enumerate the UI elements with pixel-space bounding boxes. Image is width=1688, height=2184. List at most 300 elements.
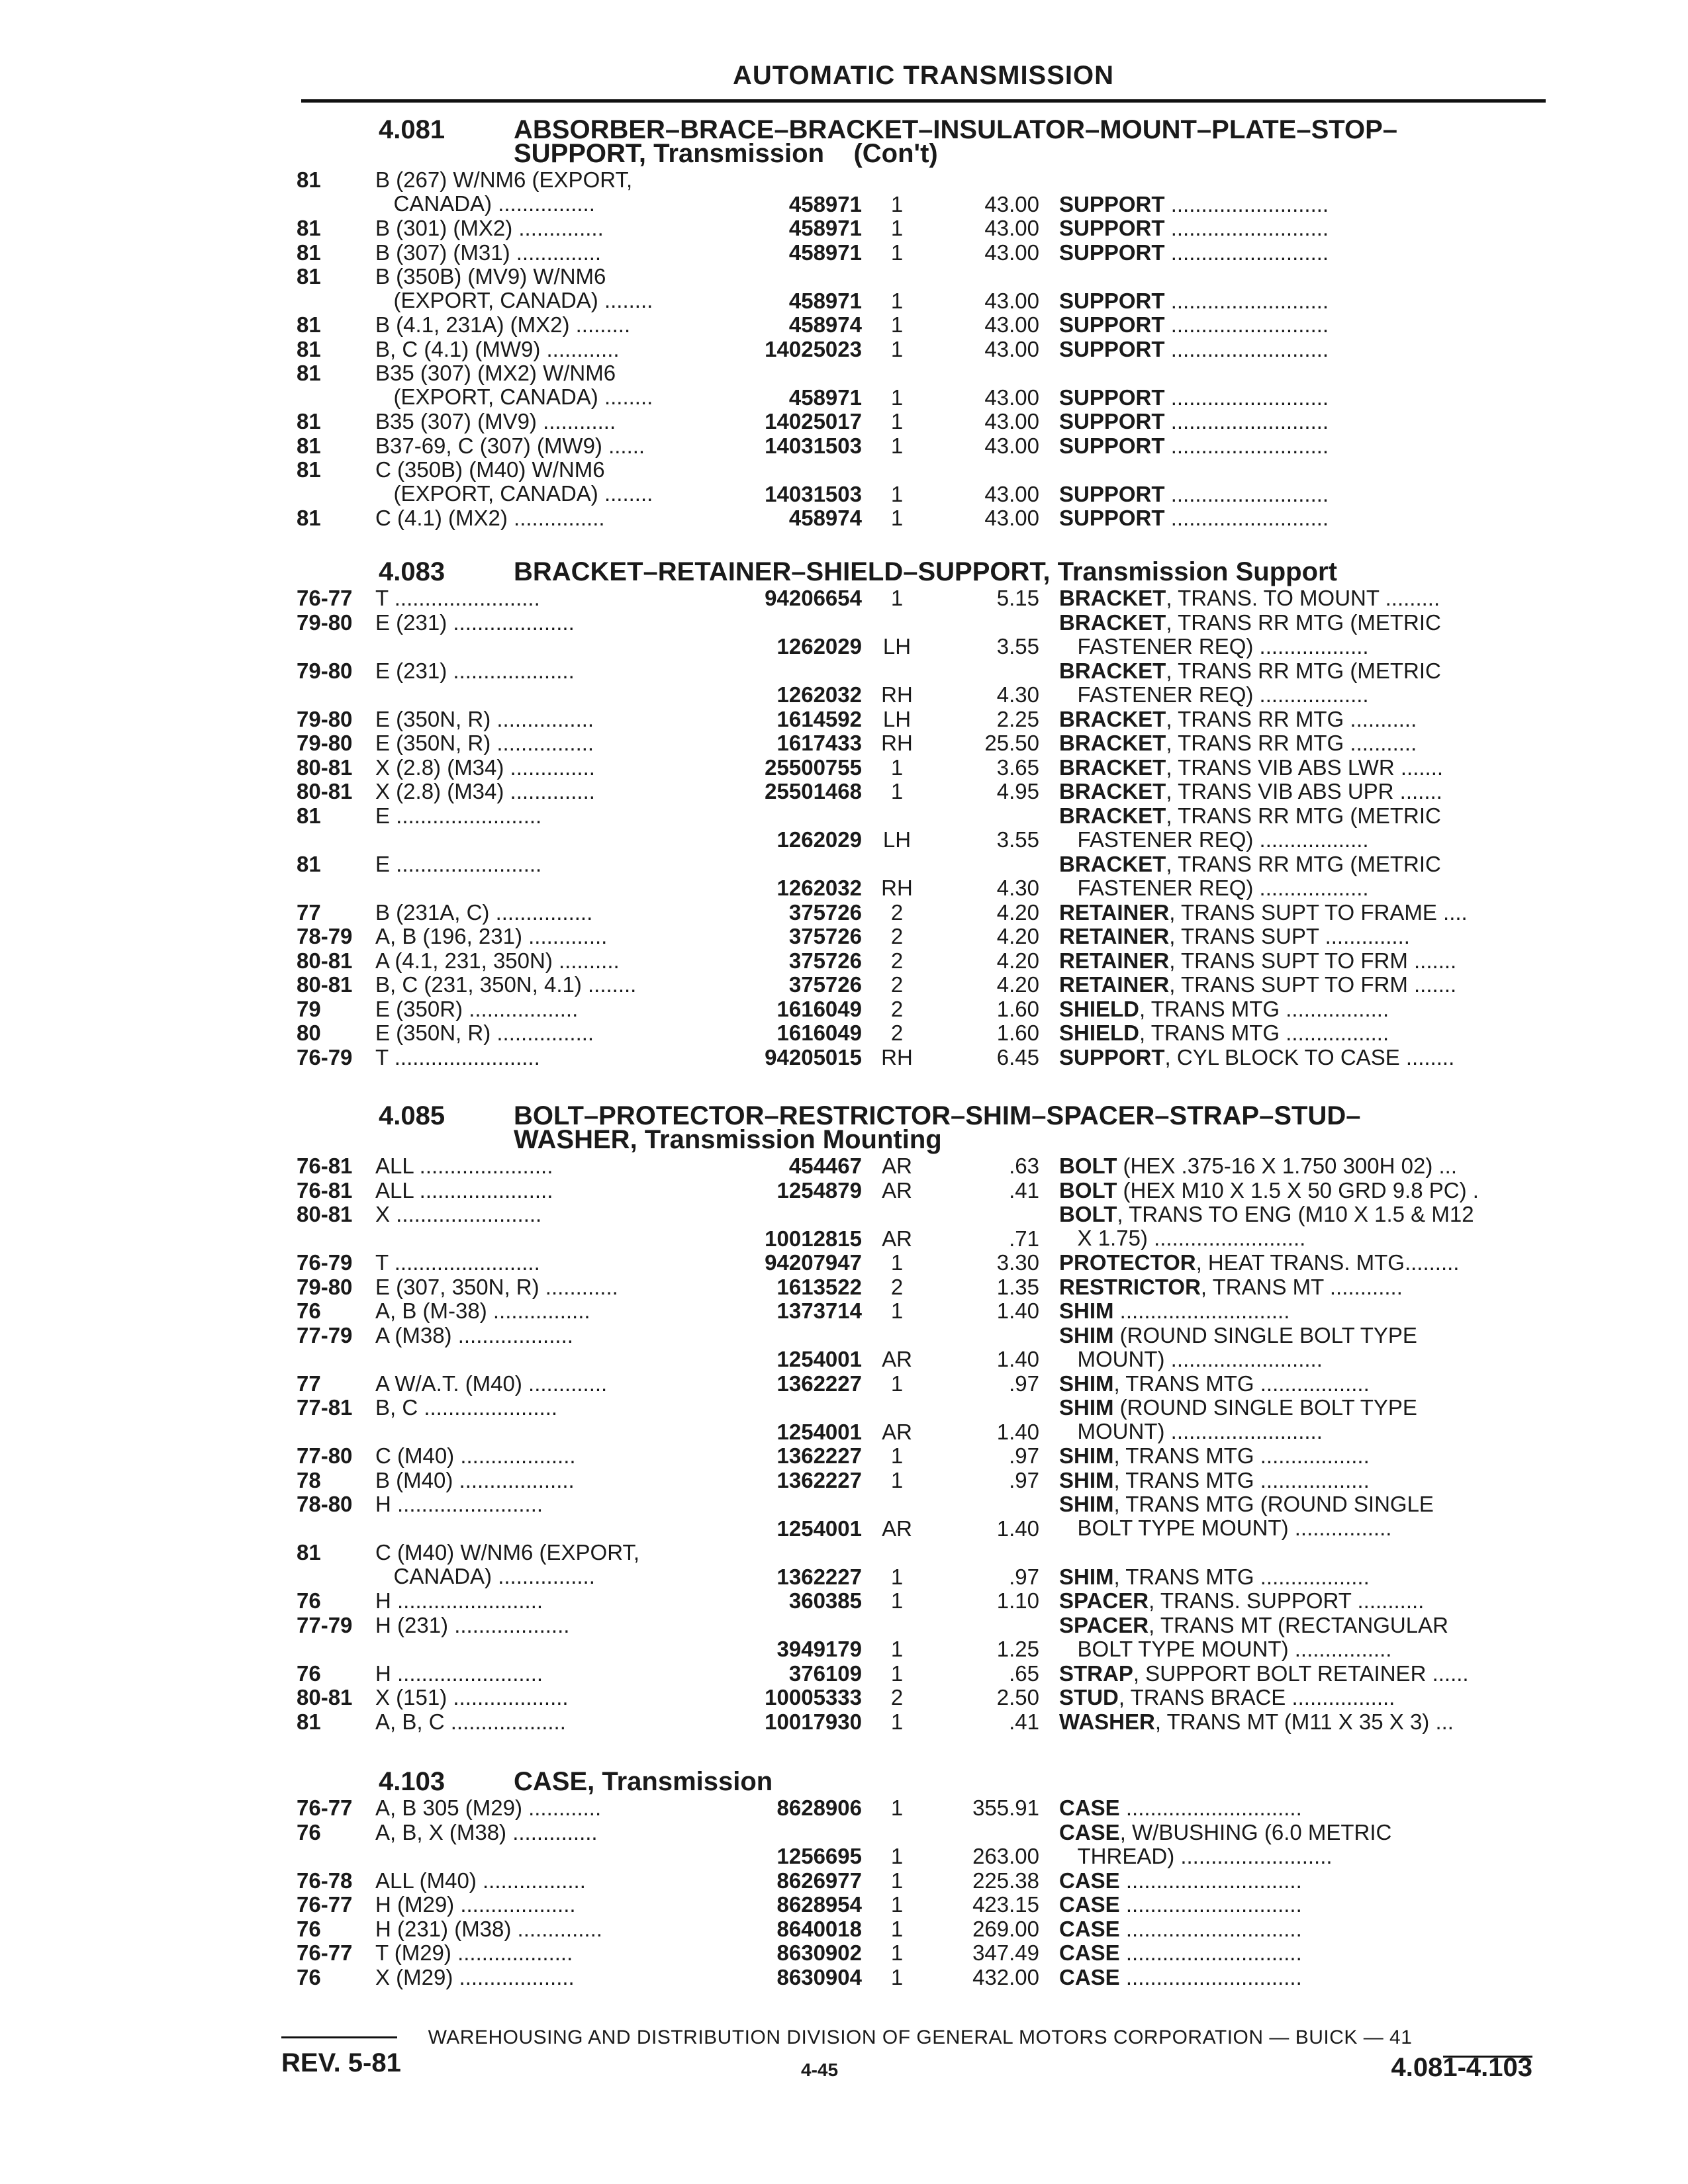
parts-row [0,1893,1688,1917]
quantity: AR [882,1347,912,1371]
quantity: AR [882,1154,912,1178]
part-description: RETAINER, TRANS SUPT TO FRM ....... [1059,972,1457,997]
application: C (4.1) (MX2) ............... [375,506,605,530]
part-number: 8628954 [776,1892,862,1917]
part-description: STUD, TRANS BRACE ................. [1059,1685,1395,1709]
parts-row [0,659,1688,707]
quantity: 1 [890,779,904,803]
part-description: BRACKET, TRANS. TO MOUNT ......... [1059,586,1440,610]
parts-row [0,338,1688,362]
price: 4.95 [996,779,1039,803]
quantity: 1 [890,1868,904,1893]
part-number: 1362227 [776,1371,862,1396]
part-description: SUPPORT .......................... [1059,409,1329,433]
model-years: 81 [297,361,321,385]
application: B (301) (MX2) .............. [375,216,604,240]
model-years: 79-80 [297,610,353,635]
price: 5.15 [996,586,1039,610]
parts-row [0,1821,1688,1869]
application: X (2.8) (M34) .............. [375,754,595,780]
price: 2.25 [996,706,1039,731]
application: A, B, C ................... [375,1709,566,1734]
price: 4.30 [996,876,1039,900]
part-number: 375726 [788,948,862,973]
quantity: 2 [890,899,904,925]
application: ALL (M40) ................. [375,1868,586,1893]
application: X (151) ................... [375,1685,569,1709]
part-description: RETAINER, TRANS SUPT TO FRM ....... [1059,948,1457,973]
price: 263.00 [972,1844,1039,1868]
part-number: 94207947 [765,1250,862,1275]
model-years: 81 [297,1540,321,1565]
application: ALL ...................... [375,1154,553,1178]
parts-row [0,973,1688,997]
part-description: CASE ............................. [1059,1868,1302,1893]
part-description: BRACKET, TRANS RR MTG (METRIC FASTENER REQ) .................. [1059,803,1441,852]
price: 3.30 [996,1250,1039,1275]
part-number: 458974 [788,506,862,530]
model-years: 79-80 [297,658,353,683]
model-years: 79-80 [297,731,353,755]
section-number: 4.103 [379,1767,445,1796]
application: E (307, 350N, R) ............ [375,1274,618,1299]
part-number: 1256695 [776,1844,862,1868]
part-number: 1616049 [776,1021,862,1045]
part-number: 8640018 [776,1916,862,1941]
application: X (2.8) (M34) .............. [375,779,595,803]
quantity: 1 [890,191,904,216]
parts-row [0,707,1688,732]
price: .65 [1009,1661,1039,1686]
part-description: SUPPORT .......................... [1059,191,1329,216]
model-years: 81 [297,216,321,240]
section-title: BOLT–PROTECTOR–RESTRICTOR–SHIM–SPACER–STRAP–STUD– WASHER, Transmission Mounting [514,1101,1361,1154]
parts-row [0,611,1688,659]
part-description: CASE ............................. [1059,1796,1302,1820]
model-years: 80-81 [297,1202,353,1226]
parts-row [0,1796,1688,1821]
application: B (4.1, 231A) (MX2) ......... [375,312,631,337]
model-years: 78-79 [297,924,353,948]
part-number: 375726 [788,924,862,948]
quantity: 1 [890,1250,904,1275]
application: B37-69, C (307) (MW9) ...... [375,433,645,458]
section-title: ABSORBER–BRACE–BRACKET–INSULATOR–MOUNT–PLATE–STOP– SUPPORT, Transmission (Con't) [514,115,1397,168]
price: .63 [1009,1154,1039,1178]
quantity: 1 [890,240,904,265]
parts-row [0,216,1688,241]
model-years: 81 [297,336,321,361]
part-number: 1373714 [776,1298,862,1323]
parts-row [0,1444,1688,1469]
price: 1.25 [996,1637,1039,1661]
parts-section [0,1101,1688,1734]
parts-row [0,410,1688,434]
model-years: 80 [297,1021,321,1045]
model-years: 81 [297,457,321,482]
parts-row [0,458,1688,506]
quantity: AR [882,1226,912,1251]
quantity: 1 [890,1964,904,1989]
parts-row [0,901,1688,925]
model-years: 81 [297,433,321,458]
application: C (350B) (M40) W/NM6 (EXPORT, CANADA) ........ [375,457,653,506]
part-description: SHIM, TRANS MTG .................. [1059,1564,1370,1589]
application: X (M29) ................... [375,1964,575,1989]
parts-row [0,925,1688,949]
part-description: WASHER, TRANS MT (M11 X 35 X 3) ... [1059,1709,1454,1734]
quantity: 2 [890,972,904,997]
application: X ........................ [375,1202,542,1226]
part-number: 1362227 [776,1467,862,1492]
parts-row [0,1179,1688,1203]
quantity: 1 [890,1844,904,1868]
parts-row [0,949,1688,974]
parts-row [0,804,1688,852]
parts-row [0,1251,1688,1275]
price: .97 [1009,1467,1039,1492]
price: 225.38 [972,1868,1039,1893]
price: 43.00 [984,336,1039,361]
part-number: 10017930 [765,1709,862,1734]
parts-row [0,168,1688,216]
model-years: 81 [297,240,321,265]
application: H ........................ [375,1588,543,1613]
price: 4.20 [996,899,1039,925]
application: B (350B) (MV9) W/NM6 (EXPORT, CANADA) ........ [375,264,653,312]
quantity: 1 [890,1892,904,1917]
quantity: AR [882,1516,912,1541]
price: 43.00 [984,216,1039,240]
application: A (4.1, 231, 350N) .......... [375,948,620,973]
application: A, B, X (M38) .............. [375,1819,598,1844]
model-years: 81 [297,312,321,337]
model-years: 76 [297,1661,321,1686]
model-years: 79-80 [297,1274,353,1299]
quantity: AR [882,1419,912,1444]
part-number: 1362227 [776,1443,862,1468]
part-description: RESTRICTOR, TRANS MT ............ [1059,1274,1403,1299]
price: 1.40 [996,1298,1039,1323]
model-years: 80-81 [297,754,353,780]
footer-rule-left [281,2036,397,2038]
parts-row [0,506,1688,531]
part-number: 458971 [788,191,862,216]
quantity: AR [882,1177,912,1203]
part-number: 14031503 [765,481,862,506]
quantity: 1 [890,1637,904,1661]
application: B, C (231, 350N, 4.1) ........ [375,972,637,997]
quantity: LH [882,827,912,852]
application: B (267) W/NM6 (EXPORT, CANADA) ................ [375,167,633,216]
section-heading [0,115,1688,168]
part-number: 8630902 [776,1940,862,1965]
quantity: 1 [890,1443,904,1468]
price: 43.00 [984,433,1039,458]
model-years: 80-81 [297,1685,353,1709]
quantity: LH [882,634,912,659]
parts-section [0,557,1688,1069]
section-heading [0,1767,1688,1796]
parts-row [0,241,1688,265]
part-number: 360385 [788,1588,862,1613]
part-number: 458971 [788,288,862,313]
part-description: RETAINER, TRANS SUPT TO FRAME .... [1059,899,1468,925]
model-years: 77-81 [297,1395,353,1420]
model-years: 81 [297,803,321,828]
application: T ........................ [375,1044,540,1069]
part-description: SHIM, TRANS MTG .................. [1059,1371,1370,1396]
footer-revision: REV. 5-81 [281,2048,401,2077]
part-description: SUPPORT, CYL BLOCK TO CASE ........ [1059,1044,1455,1069]
model-years: 76-79 [297,1250,353,1275]
model-years: 81 [297,506,321,530]
price: 1.40 [996,1419,1039,1444]
price: 43.00 [984,312,1039,337]
quantity: 2 [890,996,904,1021]
application: E (231) .................... [375,610,575,635]
price: 269.00 [972,1916,1039,1941]
part-number: 458971 [788,385,862,410]
parts-row [0,1372,1688,1396]
quantity: 1 [890,481,904,506]
price: 3.55 [996,634,1039,659]
part-number: 1262032 [776,682,862,707]
model-years: 81 [297,851,321,876]
part-number: 458971 [788,216,862,240]
quantity: 2 [890,1685,904,1709]
part-description: SHIM (ROUND SINGLE BOLT TYPE MOUNT) ......................... [1059,1322,1417,1371]
price: 3.65 [996,754,1039,780]
price: 4.20 [996,972,1039,997]
parts-row [0,1686,1688,1710]
part-description: SPACER, TRANS MT (RECTANGULAR BOLT TYPE MOUNT) ................ [1059,1612,1448,1661]
application: B35 (307) (MX2) W/NM6 (EXPORT, CANADA) ........ [375,361,653,409]
part-description: SUPPORT .......................... [1059,312,1329,337]
parts-row [0,1492,1688,1541]
application: B35 (307) (MV9) ............ [375,409,616,433]
header-rule [301,99,1546,103]
parts-row [0,1396,1688,1444]
price: 3.55 [996,827,1039,852]
footer-section-range: 4.081-4.103 [1391,2053,1532,2082]
price: 43.00 [984,385,1039,410]
application: E ........................ [375,851,542,876]
part-number: 375726 [788,899,862,925]
quantity: 1 [890,1467,904,1492]
price: 1.40 [996,1347,1039,1371]
model-years: 79 [297,996,321,1021]
application: E (350N, R) ................ [375,731,594,755]
quantity: 1 [890,1371,904,1396]
parts-row [0,434,1688,459]
parts-row [0,1154,1688,1179]
application: C (M40) ................... [375,1443,576,1468]
part-number: 25500755 [765,754,862,780]
part-description: SHIM, TRANS MTG .................. [1059,1443,1370,1468]
model-years: 77-79 [297,1322,353,1347]
parts-row [0,1469,1688,1493]
price: .97 [1009,1564,1039,1589]
parts-row [0,1614,1688,1662]
price: .97 [1009,1443,1039,1468]
parts-row [0,1299,1688,1324]
model-years: 76-81 [297,1154,353,1178]
part-description: SUPPORT .......................... [1059,433,1329,458]
section-heading [0,1101,1688,1154]
quantity: 2 [890,948,904,973]
model-years: 78 [297,1467,321,1492]
part-number: 1613522 [776,1274,862,1299]
quantity: 1 [890,1916,904,1941]
model-years: 80-81 [297,779,353,803]
parts-row [0,1324,1688,1372]
model-years: 81 [297,264,321,289]
parts-row [0,1869,1688,1893]
part-number: 1262032 [776,876,862,900]
quantity: 1 [890,1661,904,1686]
price: 1.60 [996,996,1039,1021]
part-number: 458971 [788,240,862,265]
part-number: 1262029 [776,634,862,659]
part-description: CASE ............................. [1059,1940,1302,1965]
parts-row [0,313,1688,338]
model-years: 78-80 [297,1492,353,1516]
quantity: 1 [890,216,904,240]
section-title: CASE, Transmission [514,1767,773,1796]
quantity: RH [881,1044,913,1069]
price: 4.20 [996,924,1039,948]
model-years: 76-81 [297,1177,353,1203]
model-years: 76-77 [297,1796,353,1820]
footer-page-number: 4-45 [801,2060,839,2080]
section-number: 4.085 [379,1101,445,1130]
part-description: SUPPORT .......................... [1059,385,1329,410]
part-description: SHIM, TRANS MTG .................. [1059,1467,1370,1492]
part-number: 94206654 [765,586,862,610]
part-description: SHIM (ROUND SINGLE BOLT TYPE MOUNT) ......................... [1059,1395,1417,1443]
model-years: 76-77 [297,586,353,610]
model-years: 76 [297,1819,321,1844]
part-description: BRACKET, TRANS VIB ABS LWR ....... [1059,754,1444,780]
model-years: 81 [297,167,321,192]
parts-row [0,361,1688,410]
section-title: BRACKET–RETAINER–SHIELD–SUPPORT, Transmission Support [514,557,1337,586]
price: 25.50 [984,731,1039,755]
quantity: 1 [890,433,904,458]
model-years: 76 [297,1964,321,1989]
parts-row [0,852,1688,901]
application: A, B (196, 231) ............. [375,924,608,948]
model-years: 77 [297,1371,321,1396]
application: T ........................ [375,586,540,610]
quantity: 2 [890,924,904,948]
application: C (M40) W/NM6 (EXPORT, CANADA) ................ [375,1540,640,1588]
price: 43.00 [984,240,1039,265]
application: E (350N, R) ................ [375,1021,594,1045]
part-number: 1254001 [776,1347,862,1371]
application: A W/A.T. (M40) ............. [375,1371,608,1396]
application: B (231A, C) ................ [375,899,593,925]
model-years: 76 [297,1588,321,1613]
model-years: 76 [297,1298,321,1323]
part-description: BOLT (HEX .375-16 X 1.750 300H 02) ... [1059,1154,1458,1178]
part-number: 8626977 [776,1868,862,1893]
application: A, B 305 (M29) ............ [375,1796,602,1820]
part-description: SUPPORT .......................... [1059,481,1329,506]
application: ALL ...................... [375,1177,553,1203]
parts-row [0,1541,1688,1589]
price: 43.00 [984,481,1039,506]
parts-row [0,731,1688,756]
part-number: 3949179 [776,1637,862,1661]
parts-section [0,115,1688,531]
quantity: 1 [890,586,904,610]
parts-row [0,586,1688,611]
application: H (231) ................... [375,1612,570,1637]
part-number: 1254001 [776,1516,862,1541]
parts-row [0,1589,1688,1614]
part-number: 376109 [788,1661,862,1686]
application: T (M29) ................... [375,1940,573,1965]
application: E (231) .................... [375,658,575,683]
parts-row [0,1966,1688,1990]
part-number: 10005333 [765,1685,862,1709]
part-description: BRACKET, TRANS RR MTG (METRIC FASTENER REQ) .................. [1059,658,1441,707]
part-number: 1617433 [776,731,862,755]
part-description: SUPPORT .......................... [1059,240,1329,265]
part-number: 375726 [788,972,862,997]
model-years: 76-77 [297,1892,353,1917]
part-description: SHIELD, TRANS MTG ................. [1059,996,1389,1021]
model-years: 80-81 [297,948,353,973]
part-number: 458974 [788,312,862,337]
application: E ........................ [375,803,542,828]
quantity: 1 [890,409,904,433]
part-description: SHIM, TRANS MTG (ROUND SINGLE BOLT TYPE MOUNT) ................ [1059,1492,1434,1540]
parts-row [0,1275,1688,1300]
quantity: RH [881,731,913,755]
price: 432.00 [972,1964,1039,1989]
quantity: 1 [890,1709,904,1734]
application: H (231) (M38) .............. [375,1916,602,1941]
price: 2.50 [996,1685,1039,1709]
application: B, C ...................... [375,1395,558,1420]
part-description: CASE, W/BUSHING (6.0 METRIC THREAD) ......................... [1059,1819,1392,1868]
price: .41 [1009,1177,1039,1203]
part-description: PROTECTOR, HEAT TRANS. MTG......... [1059,1250,1460,1275]
model-years: 76 [297,1916,321,1941]
part-number: 1362227 [776,1564,862,1589]
model-years: 76-79 [297,1044,353,1069]
quantity: 1 [890,1940,904,1965]
price: .97 [1009,1371,1039,1396]
part-number: 1614592 [776,706,862,731]
price: 43.00 [984,409,1039,433]
parts-row [0,1710,1688,1735]
application: E (350N, R) ................ [375,706,594,731]
price: .71 [1009,1226,1039,1251]
quantity: 1 [890,385,904,410]
application: H (M29) ................... [375,1892,576,1917]
quantity: 1 [890,1564,904,1589]
part-number: 8630904 [776,1964,862,1989]
application: B (M40) ................... [375,1467,575,1492]
part-description: BOLT, TRANS TO ENG (M10 X 1.5 & M12 X 1.75) ......................... [1059,1202,1474,1250]
quantity: 2 [890,1021,904,1045]
parts-row [0,1917,1688,1942]
application: A, B (M-38) ................ [375,1298,590,1323]
